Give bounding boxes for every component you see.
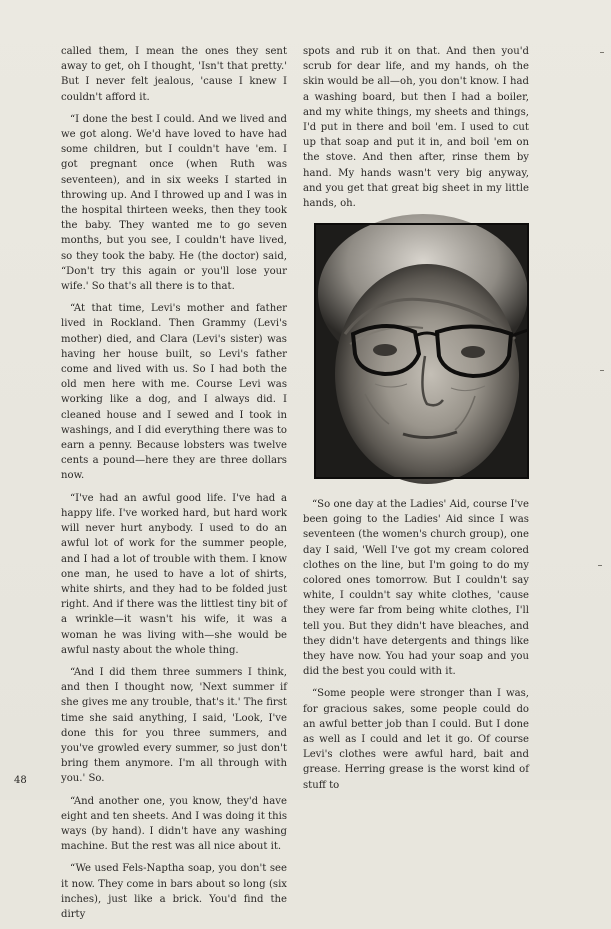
page-number: 48 [14, 775, 27, 786]
paragraph: “We used Fels-Naptha soap, you don't see it now. They come in bars about so long (six inches), just like a brick. You'd find the dirty [61, 863, 287, 920]
paragraph: “And I did them three summers I think, and then I thought now, 'Next summer if she gives me any trouble, that's it.' The first time she said anything, I said, 'Look, I've done this for you three summers, and you've growled every summer, so just don't bring them anymore. I'm all through with you.' So. [61, 666, 287, 785]
paragraph: “I've had an awful good life. I've had a happy life. I've worked hard, but hard work will never hurt anybody. I used to do an awful lot of work for the summer people, and I had a lot of trouble with them. I know one man, he used to have a lot of shirts, white shirts, and they had to be folded just right. And if there was the littlest tiny bit of a wrinkle—it wasn't his wife, it was a woman he was living with—she would be awful nasty about the whole thing. [61, 492, 287, 656]
margin-mark [600, 52, 604, 53]
margin-mark [600, 370, 604, 371]
elderly-woman-portrait-image [315, 224, 528, 478]
paragraph: spots and rub it on that. And then you'd scrub for dear life, and my hands, oh the skin would be all—oh, you don't know. I had a washing board, but then I had a boiler, and my white things, my sheets and things, I'd put in there and boil 'em. I used to cut up that soap and put it in, and boil 'em on the stove. And then after, rinse them by hand. My hands wasn't very big anyway, and you get that great big sheet in my little hands, oh. [303, 46, 529, 210]
portrait-photo [315, 224, 528, 478]
paragraph: called them, I mean the ones they sent away to get, oh I thought, 'Isn't that pretty.' But I never felt jealous, 'cause I knew I couldn't afford it. [61, 46, 287, 103]
margin-mark [598, 565, 602, 566]
paragraph: “I done the best I could. And we lived and we got along. We'd have loved to have had some children, but I couldn't have 'em. I got pregnant once (when Ruth was seventeen), and in six weeks I started in throwing up. And I throwed up and I was in the hospital thirteen weeks, then they took the baby. They wanted me to go seven months, but you see, I couldn't have lived, so they took the baby. He (the doctor) said, “Don't try this again or you'll lose your wife.' So that's all there is to that. [61, 113, 287, 293]
right-column-lower [303, 497, 529, 800]
paragraph: “So one day at the Ladies' Aid, course I've been going to the Ladies' Aid since I was seventeen (the women's church group), one day I said, 'Well I've got my cream colored clothes on the line, but I'm going to do my colored ones tomorrow. But I couldn't say white, I couldn't say white clothes, 'cause they were far from being white clothes, I'll tell you. But they didn't have bleaches, and they didn't have detergents and things like they have now. You had your soap and you did the best you could with it. [303, 499, 529, 678]
right-column [303, 44, 529, 791]
left-column [61, 44, 287, 929]
paragraph: “At that time, Levi's mother and father lived in Rockland. Then Grammy (Levi's mother) died, and Clara (Levi's sister) was having her house built, so Levi's father come and lived with us. So I had both the old men here with me. Course Levi was working like a dog, and I always did. I cleaned house and I sewed and I took in washings, and I did everything there was to earn a penny. Because lobsters was twelve cents a pound—here they are three dollars now. [61, 303, 287, 482]
paragraph: “Some people were stronger than I was, for gracious sakes, some people could do an awful better job than I could. But I done as well as I could and let it go. Of course Levi's clothes were awful hard, bait and grease. Herring grease is the worst kind of stuff to [303, 688, 529, 791]
paragraph: “And another one, you know, they'd have eight and ten sheets. And I was doing it this ways (by hand). I didn't have any washing machine. But the rest was all nice about it. [61, 795, 287, 853]
